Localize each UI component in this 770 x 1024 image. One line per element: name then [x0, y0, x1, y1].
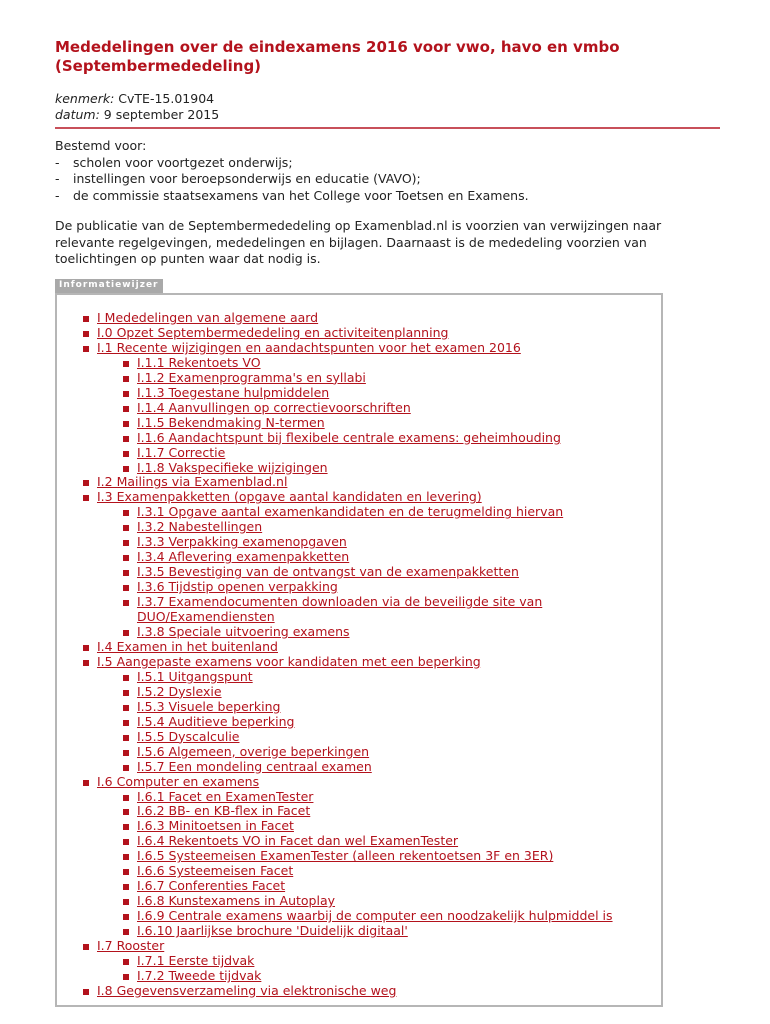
header-divider [55, 127, 720, 129]
info-box-frame [55, 293, 663, 1007]
toc-item [121, 461, 661, 476]
toc-link[interactable]: I.7.1 Eerste tijdvak [137, 952, 255, 968]
toc-link[interactable]: I Mededelingen van algemene aard [97, 310, 319, 325]
toc-link[interactable]: I.6.8 Kunstexamens in Autoplay [137, 893, 336, 909]
toc-item [121, 356, 661, 371]
toc-item [121, 715, 661, 730]
audience-list [55, 155, 720, 205]
publication-paragraph: De publicatie van de Septembermededeling op Examenblad.nl is voorzien van verwijzingen naar relevante regelgevingen, mededelingen en bijlagen. Daarnaast is de mededeling voorzien van toelichtingen op punten waar dat nodig is. [55, 218, 662, 266]
toc-link[interactable]: I.1.1 Rekentoets VO [137, 354, 261, 370]
toc-link[interactable]: I.4 Examen in het buitenland [97, 638, 278, 654]
datum-value: 9 september 2015 [103, 107, 220, 122]
toc-link[interactable]: I.6.5 Systeemeisen ExamenTester (alleen rekentoetsen 3F en 3ER) [137, 848, 554, 864]
toc-link[interactable]: I.1.2 Examenprogramma's en syllabi [137, 369, 366, 385]
toc-link[interactable]: I.5.4 Auditieve beperking [137, 713, 295, 729]
toc-item [121, 401, 661, 416]
toc-link[interactable]: I.6.9 Centrale examens waarbij de computer een noodzakelijk hulpmiddel is [137, 908, 613, 924]
toc-link[interactable]: I.3.3 Verpakking examenopgaven [137, 534, 347, 550]
audience-heading: Bestemd voor: [55, 138, 147, 153]
toc-link[interactable]: I.0 Opzet Septembermededeling en activiteitenplanning [97, 324, 449, 340]
toc-item [81, 490, 661, 505]
audience-item [55, 188, 720, 205]
page-title [55, 38, 720, 76]
toc-item [121, 790, 661, 805]
toc-link[interactable]: I.3.5 Bevestiging van de ontvangst van de examenpakketten [137, 564, 519, 580]
toc-link[interactable]: I.1.8 Vakspecifieke wijzigingen [137, 459, 328, 475]
toc-item [81, 326, 661, 341]
toc-link[interactable]: I.8 Gegevensverzameling via elektronische weg [97, 982, 397, 998]
toc-link[interactable]: I.5.3 Visuele beperking [137, 698, 281, 714]
toc-link[interactable]: I.7.2 Tweede tijdvak [137, 967, 262, 983]
toc-item [121, 760, 661, 775]
dash-marker: - [55, 171, 60, 186]
toc-link[interactable]: I.3 Examenpakketten (opgave aantal kandidaten en levering) [97, 489, 482, 505]
toc-item [121, 909, 661, 924]
toc-item [121, 745, 661, 760]
toc-item [121, 505, 661, 520]
toc-item [121, 849, 661, 864]
audience-item [55, 155, 720, 172]
toc-link[interactable]: I.3.1 Opgave aantal examenkandidaten en de terugmelding hiervan [137, 504, 564, 520]
toc-link[interactable]: I.5.6 Algemeen, overige beperkingen [137, 743, 370, 759]
toc-link[interactable]: I.6.7 Conferenties Facet [137, 878, 286, 894]
audience-item [55, 171, 720, 188]
toc-item [121, 580, 661, 595]
toc-link[interactable]: I.6.6 Systeemeisen Facet [137, 863, 294, 879]
page-title-line-1: Mededelingen over de eindexamens 2016 voor vwo, havo en vmbo [55, 38, 620, 56]
toc-item [121, 670, 661, 685]
toc-link[interactable]: I.3.6 Tijdstip openen verpakking [137, 579, 338, 595]
toc-item [121, 969, 661, 984]
audience-section [55, 138, 720, 204]
toc-item [121, 520, 661, 535]
toc-item [81, 311, 661, 326]
toc-item [81, 655, 661, 670]
toc-link[interactable]: I.6.10 Jaarlijkse brochure 'Duidelijk digitaal' [137, 923, 408, 939]
info-box [55, 272, 663, 1007]
toc-item [121, 804, 661, 819]
toc-link[interactable]: I.5.5 Dyscalculie [137, 728, 240, 744]
dash-marker: - [55, 154, 60, 170]
audience-item-text: de commissie staatsexamens van het College voor Toetsen en Examens. [73, 187, 529, 203]
toc-item [121, 864, 661, 879]
toc-item [121, 730, 661, 745]
toc-link[interactable]: I.5.1 Uitgangspunt [137, 668, 253, 684]
page-title-line-2: (Septembermededeling) [55, 57, 262, 75]
toc-item [121, 819, 661, 834]
toc-link[interactable]: I.3.8 Speciale uitvoering examens [137, 624, 350, 640]
toc-item [81, 984, 661, 999]
document-page [55, 38, 720, 268]
kenmerk-row [55, 91, 720, 107]
toc-item [121, 834, 661, 849]
toc-item [121, 894, 661, 909]
toc-link[interactable]: I.3.7 Examendocumenten downloaden via de beveiligde site van DUO/Examendiensten [137, 594, 543, 625]
document-meta [55, 91, 720, 123]
toc-link[interactable]: I.3.4 Aflevering examenpakketten [137, 549, 350, 565]
toc-item [121, 386, 661, 401]
toc-link[interactable]: I.1 Recente wijzigingen en aandachtspunten voor het examen 2016 [97, 339, 521, 355]
toc-link[interactable]: I.1.7 Correctie [137, 444, 226, 460]
toc-link[interactable]: I.1.4 Aanvullingen op correctievoorschriften [137, 399, 411, 415]
datum-row [55, 107, 720, 123]
toc-item [81, 475, 661, 490]
toc-link[interactable]: I.5.7 Een mondeling centraal examen [137, 758, 372, 774]
toc-item [121, 535, 661, 550]
toc-link[interactable]: I.1.5 Bekendmaking N-termen [137, 414, 325, 430]
toc-link[interactable]: I.6.3 Minitoetsen in Facet [137, 818, 294, 834]
toc-item [121, 700, 661, 715]
dash-marker: - [55, 187, 60, 203]
toc-link[interactable]: I.1.3 Toegestane hulpmiddelen [137, 384, 330, 400]
toc-item [121, 595, 661, 625]
toc-item [81, 640, 661, 655]
toc-item [121, 416, 661, 431]
audience-item-text: instellingen voor beroepsonderwijs en educatie (VAVO); [73, 171, 421, 186]
info-box-label: Informatiewijzer [55, 279, 163, 293]
toc-link[interactable]: I.3.2 Nabestellingen [137, 519, 263, 535]
toc-item [121, 431, 661, 446]
toc-item [121, 446, 661, 461]
toc-link[interactable]: I.6 Computer en examens [97, 773, 260, 789]
toc-item [121, 371, 661, 386]
kenmerk-label: kenmerk: [55, 91, 115, 106]
toc-link[interactable]: I.6.2 BB- en KB-flex in Facet [137, 803, 311, 819]
audience-item-text: scholen voor voortgezet onderwijs; [73, 154, 293, 170]
toc-link[interactable]: I.2 Mailings via Examenblad.nl [97, 474, 288, 490]
toc-link[interactable]: I.5 Aangepaste examens voor kandidaten met een beperking [97, 653, 481, 669]
toc-item [121, 879, 661, 894]
kenmerk-value: CvTE-15.01904 [118, 91, 215, 106]
toc-link[interactable]: I.6.4 Rekentoets VO in Facet dan wel ExamenTester [137, 833, 459, 849]
toc-link[interactable]: I.7 Rooster [97, 938, 165, 954]
datum-label: datum: [55, 107, 100, 122]
toc-item [121, 625, 661, 640]
toc-item [121, 954, 661, 969]
toc-link[interactable]: I.1.6 Aandachtspunt bij flexibele centrale examens: geheimhouding [137, 429, 561, 445]
toc-item [121, 924, 661, 939]
toc-item [121, 685, 661, 700]
toc-item [81, 341, 661, 356]
toc-item [81, 939, 661, 954]
toc-item [121, 550, 661, 565]
toc-item [121, 565, 661, 580]
toc-item [81, 775, 661, 790]
table-of-contents [57, 295, 661, 999]
toc-link[interactable]: I.6.1 Facet en ExamenTester [137, 788, 314, 804]
toc-link[interactable]: I.5.2 Dyslexie [137, 683, 222, 699]
